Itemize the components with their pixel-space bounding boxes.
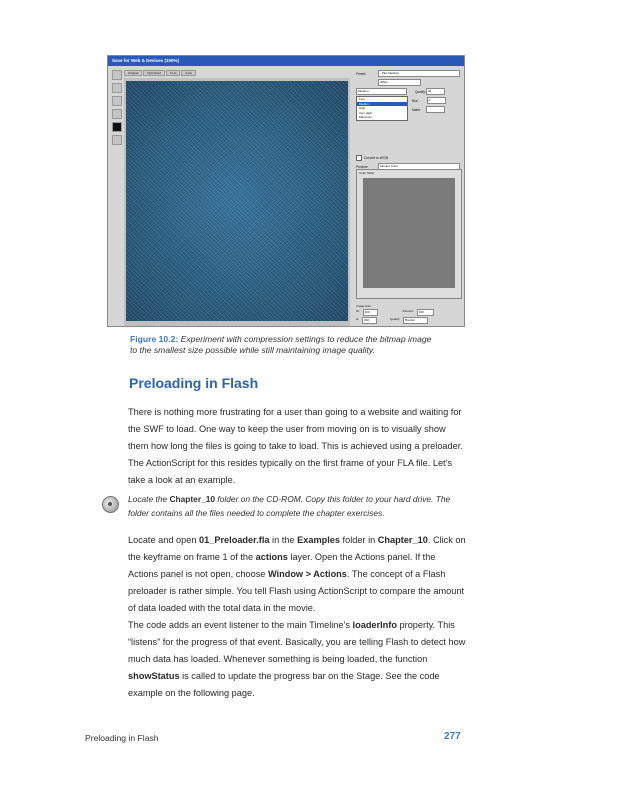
color-table-panel xyxy=(356,169,462,299)
caption-line2: to the smallest size possible while still maintaining image quality. xyxy=(130,345,375,355)
intro-paragraph: There is nothing more frustrating for a user than going to a website and waiting for the SWF to load. One way to keep the user from moving on is to visually show them how long the files is going to take to load. This is achieved using a preloader. The ActionScript for this resides typically on the first frame of your FLA file. Let’s take a look at an example. xyxy=(128,407,463,485)
denim-image-preview xyxy=(126,81,348,321)
preset-select[interactable]: - Plus Medium xyxy=(378,70,460,77)
function-name: showStatus xyxy=(128,671,180,681)
view-tabs xyxy=(124,70,196,76)
slice-select-tool-icon[interactable] xyxy=(112,83,122,93)
save-for-web-screenshot xyxy=(107,55,465,327)
width-input[interactable]: 300 xyxy=(363,309,378,316)
tab-optimized[interactable]: Optimized xyxy=(143,70,165,76)
file-name: 01_Preloader.fla xyxy=(199,535,270,545)
matte-label: Matte: xyxy=(412,107,421,112)
eyedropper-color-icon[interactable] xyxy=(112,122,122,132)
quality-label: Quality: xyxy=(415,89,426,94)
blur-label: Blur: xyxy=(412,98,419,103)
cd-rom-icon xyxy=(102,496,119,513)
height-label: H: xyxy=(356,317,359,321)
height-input[interactable]: 300 xyxy=(362,317,377,324)
percent-label: Percent: xyxy=(402,309,414,313)
eyedropper-tool-icon[interactable] xyxy=(112,109,122,119)
folder-chapter: Chapter_10 xyxy=(377,535,428,545)
percent-input[interactable]: 100 xyxy=(417,309,434,316)
format-select[interactable]: JPEG xyxy=(378,79,421,86)
convert-srgb-checkbox[interactable] xyxy=(356,155,362,161)
quality-option-medium[interactable]: Medium xyxy=(357,102,407,107)
tool-palette xyxy=(112,70,121,148)
image-size-label: Image Size xyxy=(356,304,372,308)
caption-line1: Experiment with compression settings to reduce the bitmap image xyxy=(180,334,432,344)
quality-option-high[interactable]: High xyxy=(359,106,366,110)
quality-input[interactable]: 30 xyxy=(426,88,445,95)
matte-select[interactable] xyxy=(426,106,445,113)
preview-select[interactable]: Monitor Color xyxy=(378,163,460,170)
quality-dropdown-list xyxy=(356,96,408,121)
layer-name: actions xyxy=(255,552,288,562)
zoom-tool-icon[interactable] xyxy=(112,96,122,106)
quality-option-maximum[interactable]: Maximum xyxy=(359,115,373,119)
page-number: 277 xyxy=(444,731,461,742)
blur-input[interactable]: 0 xyxy=(427,97,446,104)
quality-option-very-high[interactable]: Very High xyxy=(359,110,373,115)
toggle-slices-icon[interactable] xyxy=(112,135,122,145)
settings-panel xyxy=(356,70,460,181)
property-name: loaderInfo xyxy=(352,620,397,630)
image-size-panel xyxy=(356,304,460,327)
steps-paragraph: Locate and open 01_Preloader.fla in the Examples folder in Chapter_10. Click on the keyframe on frame 1 of the actions layer. Open the Actions panel. If the Actions panel is not open, choose Window > Actions. The concept of a Flash preloader is rather simple. You tell Flash using ActionScript to compare the amount of data loaded with the total data in the movie. xyxy=(128,535,466,613)
tab-original[interactable]: Original xyxy=(124,70,142,76)
quality-preset-select[interactable]: Medium xyxy=(356,88,407,95)
figure-caption xyxy=(130,334,470,356)
width-label: W: xyxy=(356,309,360,313)
section-heading: Preloading in Flash xyxy=(129,375,259,391)
running-footer: Preloading in Flash xyxy=(85,733,159,743)
figure-label: Figure 10.2: xyxy=(130,334,179,344)
resample-quality-select[interactable]: Bicubic xyxy=(403,317,428,324)
preset-label: Preset: xyxy=(356,71,367,76)
note-text-1: Locate the xyxy=(128,494,170,504)
tab-2up[interactable]: 2-Up xyxy=(166,70,181,76)
color-table-label: Color Table xyxy=(359,171,375,175)
window-title: Save for Web & Devices (100%) xyxy=(108,56,464,66)
menu-path: Window > Actions xyxy=(267,569,347,579)
note-folder-name: Chapter_10 xyxy=(169,494,216,504)
convert-srgb-label: Convert to sRGB xyxy=(364,156,389,160)
tab-4up[interactable]: 4-Up xyxy=(181,70,196,76)
cd-note xyxy=(128,492,468,520)
preview-label: Preview: xyxy=(356,164,369,169)
quality-option-low[interactable]: Low xyxy=(359,97,365,101)
note-text-2: folder on the CD-ROM. Copy this folder to your hard drive. The folder contains all the files needed to complete the chapter exercises. xyxy=(128,494,451,518)
hand-tool-icon[interactable] xyxy=(112,70,122,80)
color-table-swatches xyxy=(363,178,455,288)
code-explanation-paragraph: The code adds an event listener to the main Timeline’s loaderInfo property. This “listens” for the progress of that event. Basically, you are telling Flash to detect how much data has loaded. Whenever something is being loaded, the function showStatus is called to update the progress bar on the Stage. See the code example on the following page. xyxy=(128,620,466,698)
folder-examples: Examples xyxy=(297,535,340,545)
resample-quality-label: Quality: xyxy=(390,317,401,321)
